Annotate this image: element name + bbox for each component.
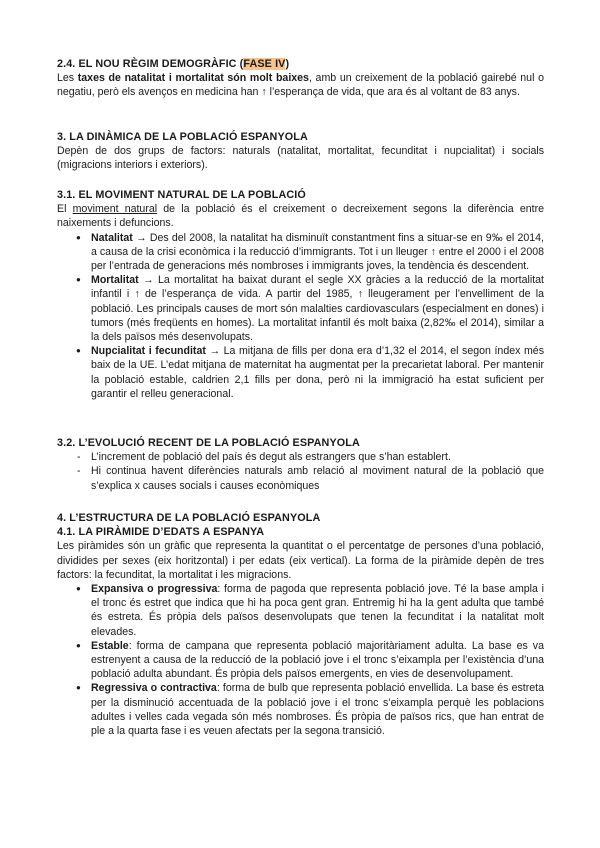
section-title: 3.2. L’EVOLUCIÓ RECENT DE LA POBLACIÓ ESPANYOLA: [57, 437, 360, 449]
paragraph: El moviment natural de la població és el creixement o decreixement segons la diferència entre naixements i defuncions.: [57, 203, 544, 230]
section-title: 4. L’ESTRUCTURA DE LA POBLACIÓ ESPANYOLA: [57, 512, 321, 524]
dash-list: [57, 450, 544, 493]
list-item: ● Nupcialitat i fecunditat → La mitjana de fills per dona era d’1,32 el 2014, el segon índex més baix de la UE. L’edat mitjana de maternitat ha augmentat per la precarietat laboral. Per mantenir la població estable, caldrien 2,1 fills per dona, però ni la immigració ha estat suficient per garantir el relleu generacional.: [57, 344, 544, 401]
section-2-4: [57, 57, 544, 100]
highlight-phase: FASE IV: [243, 58, 286, 70]
section-3: [57, 130, 544, 173]
section-3-1: [57, 188, 544, 401]
list-item: ● Mortalitat → La mortalitat ha baixat durant el segle XX gràcies a la reducció de la mortalitat infantil i ↑ de l’esperança de vida. A partir del 1985, ↑ lleugerament per l’envelliment de la població. Les principals causes de mort són malalties cardiovasculars (especialment en dones) i tumors (més freqüents en homes). La mortalitat infantil és molt baixa (2,82‰ el 2014), similar a la dels països més desenvolupats.: [57, 273, 544, 344]
section-title: 3. LA DINÀMICA DE LA POBLACIÓ ESPANYOLA: [57, 131, 308, 143]
subsection-title: 4.1. LA PIRÀMIDE D’EDATS A ESPANYA: [57, 526, 265, 539]
section-title: 3.1. EL MOVIMENT NATURAL DE LA POBLACIÓ: [57, 189, 306, 201]
list-item: ● Expansiva o progressiva: forma de pagoda que representa població jove. Té la base ampla i el tronc és estret que indica que hi ha poca gent gran. Entremig hi ha la gent adulta que també és estreta. És pròpia dels països desenvolupats que tenen la fecunditat i la natalitat molt elevades.: [57, 582, 544, 639]
paragraph: Les piràmides són un gràfic que representa la quantitat o el percentatge de persones d’una població, dividides per sexes (eix horitzontal) i per edats (eix vertical). La forma de la piràmide depèn de tres factors: la fecunditat, la mortalitat i les migracions.: [57, 540, 544, 581]
underlined-term: moviment natural: [72, 203, 158, 216]
section-4: [57, 511, 544, 738]
list-item: - L’increment de població del país és degut als estrangers que s’han establert.: [57, 450, 544, 464]
paragraph: Les taxes de natalitat i mortalitat són molt baixes, amb un creixement de la població gairebé nul o negatiu, però els avenços en medicina han ↑ l’esperança de vida, que ara és al voltant de 83 anys.: [57, 72, 544, 99]
list-item: ● Natalitat → Des del 2008, la natalitat ha disminuït constantment fins a situar-se en 9‰ el 2014, a causa de la crisi econòmica i la reducció d’immigrants. Tot i un lleuger ↑ entre el 2000 i el 2008 per l’entrada de generacions més nombroses i immigrants joves, la tendència és descendent.: [57, 231, 544, 274]
bullet-list: [57, 582, 544, 738]
list-item: - Hi continua havent diferències naturals amb relació al moviment natural de la població que s’explica x causes socials i causes econòmiques: [57, 464, 544, 492]
bullet-list: [57, 231, 544, 401]
section-title: 2.4. EL NOU RÈGIM DEMOGRÀFIC (FASE IV): [57, 58, 290, 70]
list-item: ● Estable: forma de campana que representa població majoritàriament adulta. La base es va estrenyent a causa de la reducció de la població jove i el tronc s’eixampla per l’existència d’una població adulta abundant. És pròpia dels països emergents, en vies de desenvolupament.: [57, 639, 544, 682]
list-item: ● Regressiva o contractiva: forma de bulb que representa població envellida. La base és estreta per la disminució accentuada de la població jove i el tronc s’eixampla perquè les poblacions adultes i velles cada vegada són més nombroses. És pròpia de països rics, que han entrat de ple a la quarta fase i es veuen afectats per la segona transició.: [57, 681, 544, 738]
paragraph: Depèn de dos grups de factors: naturals (natalitat, mortalitat, fecunditat i nupcialitat) i socials (migracions interiors i exteriors).: [57, 145, 544, 172]
section-3-2: [57, 436, 544, 493]
